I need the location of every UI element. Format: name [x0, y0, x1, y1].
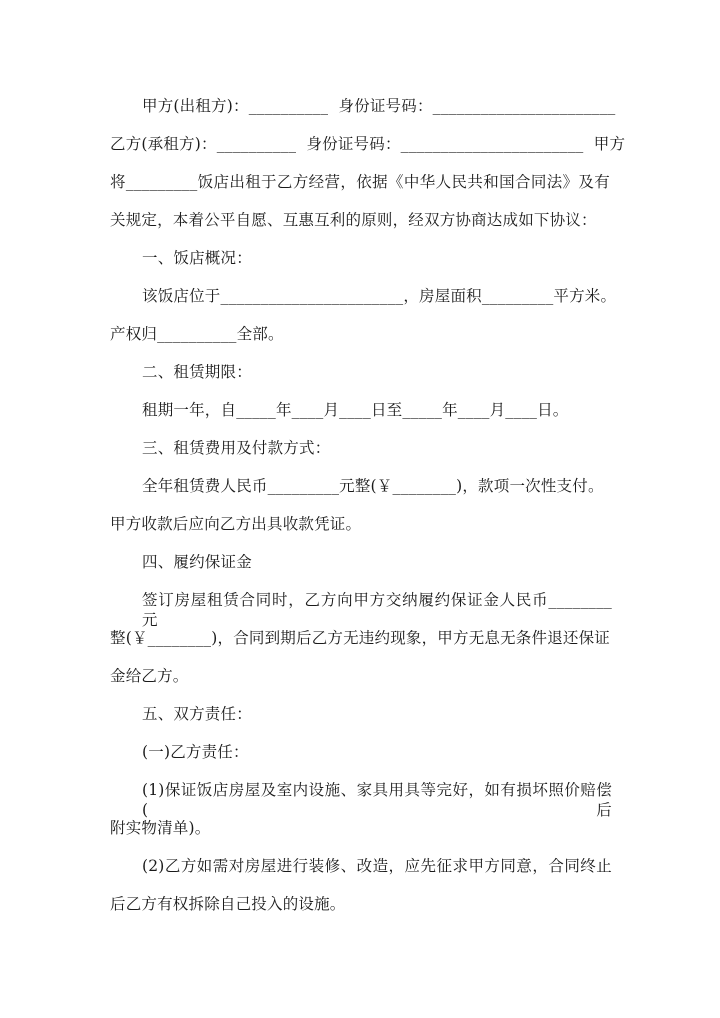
- section-1-line-2: 产权归__________全部。: [110, 325, 284, 343]
- section-1-heading: 一、饭店概况：: [142, 249, 252, 267]
- section-3-heading: 三、租赁费用及付款方式：: [142, 439, 331, 457]
- section-2-line-1: 租期一年，自_____年____月____日至_____年____月____日。: [142, 401, 569, 419]
- party-a-line: 甲方(出租方)：__________ 身份证号码：_______________________: [142, 97, 616, 115]
- section-5-sub-heading: (一)乙方责任：: [142, 743, 249, 761]
- section-4-line-2: 整(￥________)，合同到期后乙方无违约现象，甲方无息无条件退还保证: [110, 629, 610, 647]
- section-4-line-1: 签订房屋租赁合同时，乙方向甲方交纳履约保证金人民币________元: [142, 591, 612, 629]
- section-2-heading: 二、租赁期限：: [142, 363, 252, 381]
- clause-1-line-2: 附实物清单)。: [110, 819, 211, 837]
- section-4-line-3: 金给乙方。: [110, 667, 189, 685]
- clause-1-line-1: (1)保证饭店房屋及室内设施、家具用具等完好，如有损坏照价赔偿(后: [142, 781, 612, 819]
- clause-2-line-1: (2)乙方如需对房屋进行装修、改造，应先征求甲方同意，合同终止: [142, 857, 612, 875]
- preamble-line-2: 关规定，本着公平自愿、互惠互利的原则，经双方协商达成如下协议：: [110, 211, 597, 229]
- section-5-heading: 五、双方责任：: [142, 705, 252, 723]
- section-1-line-1: 该饭店位于_______________________，房屋面积_________平方米。: [142, 287, 617, 305]
- section-3-line-1: 全年租赁费人民币_________元整(￥________)，款项一次性支付。: [142, 477, 604, 495]
- preamble-line-1: 将_________饭店出租于乙方经营，依据《中华人民共和国合同法》及有: [110, 173, 610, 191]
- section-4-heading: 四、履约保证金: [142, 553, 252, 571]
- party-b-line: 乙方(承租方)：__________ 身份证号码：_______________________ 甲方: [110, 135, 626, 153]
- clause-2-line-2: 后乙方有权拆除自己投入的设施。: [110, 895, 346, 913]
- section-3-line-2: 甲方收款后应向乙方出具收款凭证。: [110, 515, 362, 533]
